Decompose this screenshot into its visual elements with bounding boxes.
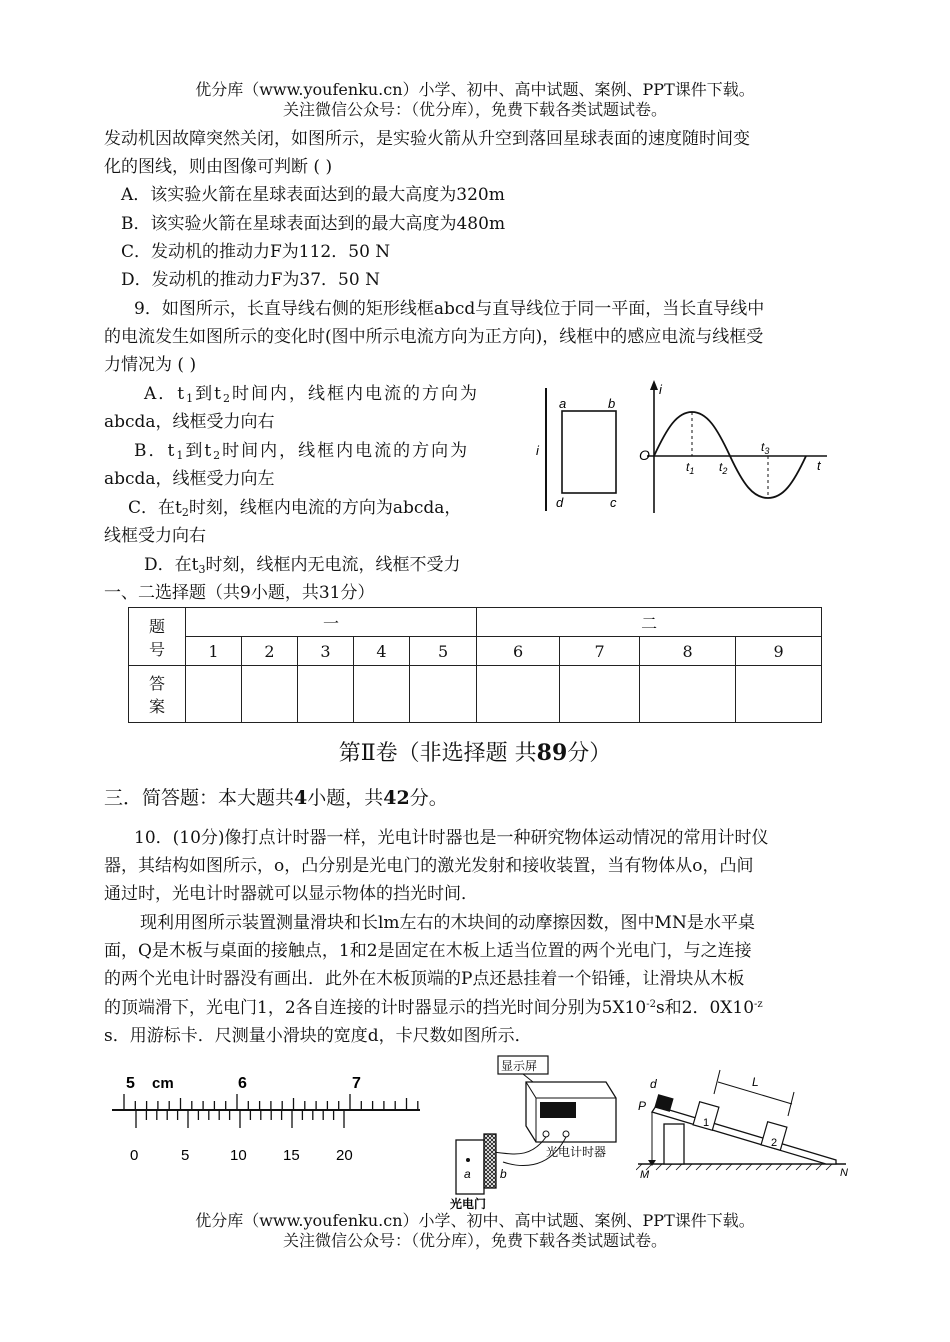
q10-p1-line3: 通过时，光电计时器就可以显示物体的挡光时间． (104, 884, 478, 904)
header-line-2: 关注微信公众号：（优分库），免费下载各类试题试卷。 (282, 100, 667, 119)
width-d-label: d (650, 1077, 657, 1091)
t2-label: $t_2$ (719, 460, 728, 476)
q9-option-c: C．在$t_2$时刻，线框内电流的方向为abcda， (128, 498, 462, 519)
q8-option-d: D．发动机的推动力F为37．50 N (121, 270, 380, 290)
t3-label: $t_3$ (761, 440, 770, 456)
main-scale-6: 6 (238, 1075, 247, 1092)
display-screen-label: 显示屏 (501, 1059, 538, 1073)
main-scale-ticks (124, 1094, 428, 1110)
timer-terminal (563, 1131, 569, 1137)
q10-p2-line3: 的两个光电计时器没有画出．此外在木板顶端的P点还悬挂着一个铅锤，让滑块从木板 (104, 969, 745, 989)
corner-b-label: b (608, 396, 616, 411)
distance-L-label: L (752, 1075, 759, 1089)
vernier-caliper-figure (108, 1064, 428, 1172)
question-number: 6 (477, 637, 560, 666)
q9-option-c-cont: 线框受力向右 (104, 526, 206, 546)
question-number: 7 (560, 637, 640, 666)
section3-title: 三．简答题：本大题共4小题，共42分。 (104, 787, 448, 809)
gate-1-label: 1 (703, 1117, 710, 1129)
answer-cell[interactable] (640, 666, 736, 723)
q9-frame-figure (532, 383, 632, 515)
t1-label: $t_1$ (686, 460, 695, 476)
unit-cm: cm (152, 1075, 174, 1092)
gate-a-label: a (464, 1167, 471, 1181)
distance-L-end (788, 1092, 794, 1116)
vernier-label-20: 20 (336, 1147, 353, 1164)
question-number: 3 (298, 637, 354, 666)
question-number: 1 (186, 637, 242, 666)
header-cell-da-an: 答 案 (129, 666, 186, 723)
point-P-label: P (638, 1099, 647, 1113)
answer-cell[interactable] (298, 666, 354, 723)
q8-option-a: A．该实验火箭在星球表面达到的最大高度为320m (121, 185, 505, 205)
incline-apparatus-figure (636, 1068, 856, 1180)
answer-table (128, 607, 822, 723)
support-block (664, 1124, 684, 1164)
photo-gate-receiver (484, 1134, 496, 1188)
graph-i-label: i (659, 382, 662, 397)
graph-t-label: t (817, 458, 821, 473)
answer-cell[interactable] (242, 666, 298, 723)
footer-line-2: 关注微信公众号：（优分库），免费下载各类试题试卷。 (282, 1231, 667, 1250)
q9-text-1: 9．如图所示，长直导线右侧的矩形线框abcd与直导线位于同一平面，当长直导线中 (134, 299, 765, 319)
current-curve (654, 412, 806, 498)
group-header-1: 一 (186, 608, 477, 637)
answer-cell[interactable] (560, 666, 640, 723)
wire-current-label: i (536, 443, 539, 458)
corner-c-label: c (610, 495, 617, 510)
q10-p1-line1: 10．(10分)像打点计时器一样，光电计时器也是一种研究物体运动情况的常用计时仪 (134, 828, 769, 848)
answer-cell[interactable] (186, 666, 242, 723)
table-section-title: 一、二选择题（共9小题，共31分） (104, 583, 375, 603)
answer-cell[interactable] (736, 666, 822, 723)
answer-cell[interactable] (410, 666, 477, 723)
q10-p2-line5: s．用游标卡．尺测量小滑块的宽度d，卡尺数如图所示． (104, 1026, 532, 1046)
gate-hole (466, 1158, 470, 1162)
question-number: 5 (410, 637, 477, 666)
q10-p2-line4: 的顶端滑下，光电门1，2各自连接的计时器显示的挡光时间分别为$5X10^{-2}s$和2．$0X10^{-z}$ (104, 998, 763, 1018)
timer-terminal (543, 1131, 549, 1137)
q10-p2-line1: 现利用图所示装置测量滑块和长lm左右的木块间的动摩擦因数，图中MN是水平桌 (140, 913, 755, 933)
corner-a-label: a (559, 396, 567, 411)
q8-option-c: C．发动机的推动力F为112．50 N (121, 242, 391, 262)
q9-option-a-cont: abcda，线框受力向右 (104, 412, 275, 432)
answer-cell[interactable] (477, 666, 560, 723)
q9-option-d: D．在$t_3$时刻，线框内无电流，线框不受力 (144, 555, 461, 576)
photo-timer-figure (448, 1052, 628, 1212)
corner-d-label: d (556, 495, 564, 510)
group-header-2: 二 (477, 608, 822, 637)
main-scale-7: 7 (352, 1075, 361, 1092)
footer-line-1: 优分库（www.youfenku.cn）小学、初中、高中试题、案例、PPT课件下载。 (195, 1211, 755, 1230)
q8-text-2: 化的图线，则由图像可判断 ( ) (104, 157, 333, 177)
vernier-scale-ticks (136, 1110, 344, 1128)
question-number: 8 (640, 637, 736, 666)
header-cell-ti-hao: 题 号 (129, 608, 186, 666)
question-number: 9 (736, 637, 822, 666)
answer-cell[interactable] (354, 666, 410, 723)
graph-origin-label: O (639, 447, 650, 463)
q9-current-graph (637, 378, 837, 518)
question-number: 4 (354, 637, 410, 666)
timer-display (540, 1102, 576, 1118)
vernier-label-10: 10 (230, 1147, 247, 1164)
gate-2-label: 2 (771, 1137, 778, 1149)
part2-title: 第Ⅱ卷（非选择题 共89分） (338, 740, 612, 766)
point-N-label: N (840, 1167, 848, 1179)
gate-b-label: b (500, 1167, 507, 1181)
q9-option-a: A．$t_1$到$t_2$时间内，线框内电流的方向为 (144, 384, 479, 405)
rectangular-frame (562, 411, 616, 493)
q9-text-3: 力情况为 ( ) (104, 355, 197, 375)
i-axis-arrow (650, 380, 658, 390)
main-scale-5: 5 (126, 1075, 135, 1092)
q9-option-b: B．$t_1$到$t_2$时间内，线框内电流的方向为 (134, 441, 470, 462)
plumb-bob (648, 1160, 656, 1166)
vernier-label-0: 0 (130, 1147, 139, 1164)
vernier-label-15: 15 (283, 1147, 300, 1164)
header-line-1: 优分库（www.youfenku.cn）小学、初中、高中试题、案例、PPT课件下载。 (195, 80, 755, 99)
vernier-label-5: 5 (181, 1147, 190, 1164)
q9-option-b-cont: abcda，线框受力向左 (104, 469, 275, 489)
question-number: 2 (242, 637, 298, 666)
q8-option-b: B．该实验火箭在星球表面达到的最大高度为480m (121, 214, 506, 234)
q9-text-2: 的电流发生如图所示的变化时(图中所示电流方向为正方向)，线框中的感应电流与线框受 (104, 327, 764, 347)
q10-p2-line2: 面，Q是木板与桌面的接触点，1和2是固定在木板上适当位置的两个光电门，与之连接 (104, 941, 752, 961)
timer-label: 光电计时器 (546, 1145, 607, 1159)
q8-text-1: 发动机因故障突然关闭，如图所示，是实验火箭从升空到落回星球表面的速度随时间变 (104, 129, 750, 149)
photo-gate-label: 光电门 (450, 1197, 487, 1211)
point-M-label: M (640, 1169, 650, 1180)
table-hatching (636, 1164, 832, 1170)
q10-p1-line2: 器，其结构如图所示，o，凸分别是光电门的激光发射和接收装置，当有物体从o，凸间 (104, 856, 754, 876)
